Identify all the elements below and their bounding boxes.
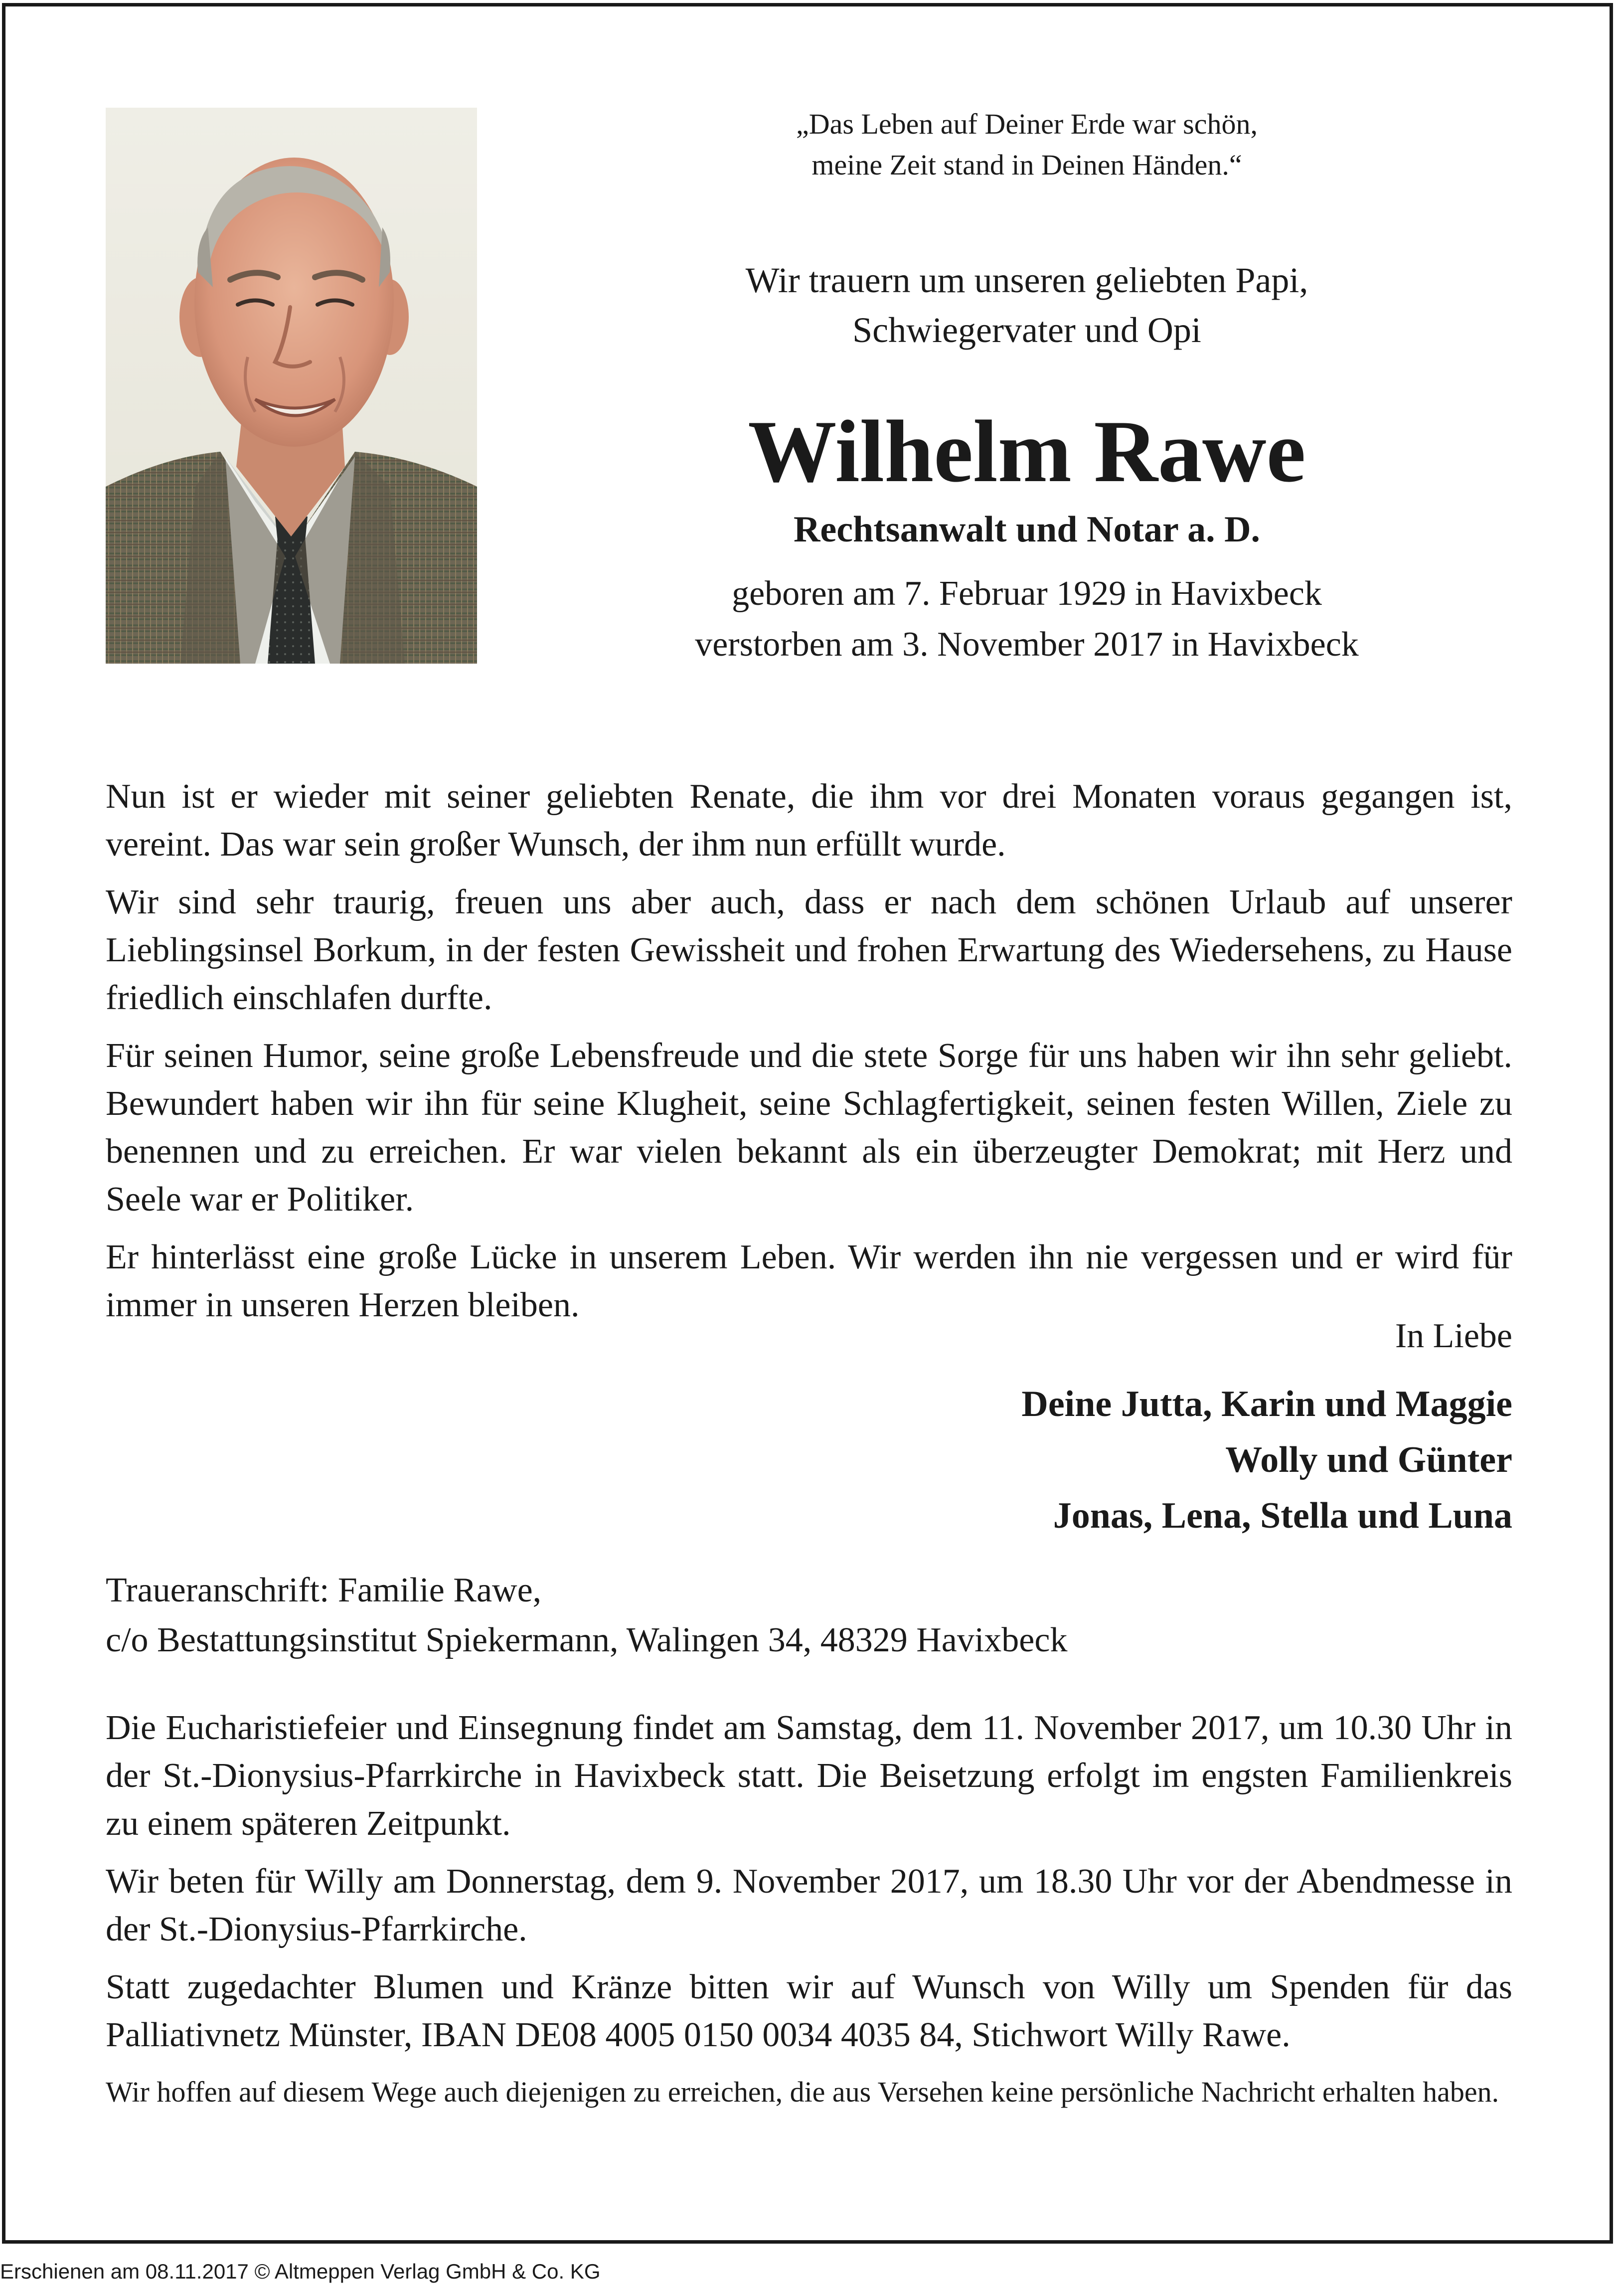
closing-note: Wir hoffen auf diesem Wege auch diejenigen zu erreichen, die aus Versehen keine persönliche Nachricht erhalten haben. xyxy=(106,2076,1499,2108)
address-line: c/o Bestattungsinstitut Spiekermann, Walingen 34, 48329 Havixbeck xyxy=(106,1621,1068,1659)
service-info xyxy=(106,1704,1512,2069)
portrait-photo xyxy=(106,108,477,664)
deceased-profession: Rechtsanwalt und Notar a. D. xyxy=(793,509,1261,550)
death-date: verstorben am 3. November 2017 in Havixbeck xyxy=(695,625,1359,664)
paragraph: Er hinterlässt eine große Lücke in unserem Leben. Wir werden ihn nie vergessen und er wird für immer in unseren Herzen bleiben. xyxy=(106,1238,1512,1324)
paragraph: Die Eucharistiefeier und Einsegnung findet am Samstag, dem 11. November 2017, um 10.30 Uhr in der St.-Dionysius-Pfarrkirche in Havixbeck statt. Die Beisetzung erfolgt im engsten Familienkreis zu einem späteren Zeitpunkt. xyxy=(106,1709,1512,1843)
mourning-address xyxy=(106,1566,1067,1665)
mourning-line: Schwiegervater und Opi xyxy=(852,310,1201,350)
publication-footer: Erschienen am 08.11.2017 © Altmeppen Verlag GmbH & Co. KG xyxy=(0,2260,601,2283)
closing-phrase: In Liebe xyxy=(1395,1317,1512,1355)
paragraph: Wir beten für Willy am Donnerstag, dem 9. November 2017, um 18.30 Uhr vor der Abendmesse in der St.-Dionysius-Pfarrkirche. xyxy=(106,1862,1512,1948)
mourning-statement xyxy=(563,255,1490,355)
obituary-text xyxy=(106,773,1512,1339)
motto-line: meine Zeit stand in Deinen Händen.“ xyxy=(811,149,1242,181)
signer-line: Jonas, Lena, Stella und Luna xyxy=(1053,1495,1512,1536)
signer-line: Deine Jutta, Karin und Maggie xyxy=(1021,1384,1512,1424)
paragraph: Nun ist er wieder mit seiner geliebten Renate, die ihm vor drei Monaten voraus gegangen ist, vereint. Das war sein großer Wunsch, der ihm nun erfüllt wurde. xyxy=(106,777,1512,864)
motto-quote xyxy=(563,104,1490,185)
address-line: Traueranschrift: Familie Rawe, xyxy=(106,1571,542,1609)
signers xyxy=(1021,1376,1512,1544)
mourning-line: Wir trauern um unseren geliebten Papi, xyxy=(745,260,1308,300)
paragraph: Wir sind sehr traurig, freuen uns aber auch, dass er nach dem schönen Urlaub auf unserer Lieblingsinsel Borkum, in der festen Gewissheit und frohen Erwartung des Wiedersehens, zu Hause friedlich einschlafen durfte. xyxy=(106,883,1512,1017)
paragraph: Statt zugedachter Blumen und Kränze bitten wir auf Wunsch von Willy um Spenden für das Palliativnetz Münster, IBAN DE08 4005 0150 0034 4035 84, Stichwort Willy Rawe. xyxy=(106,1968,1512,2054)
life-dates xyxy=(563,568,1490,670)
birth-date: geboren am 7. Februar 1929 in Havixbeck xyxy=(732,574,1322,613)
deceased-name: Wilhelm Rawe xyxy=(748,402,1306,501)
motto-line: „Das Leben auf Deiner Erde war schön, xyxy=(796,108,1258,140)
paragraph: Für seinen Humor, seine große Lebensfreude und die stete Sorge für uns haben wir ihn sehr geliebt. Bewundert haben wir ihn für seine Klugheit, seine Schlagfertigkeit, seinen festen Willen, Ziele zu benennen und zu erreichen. Er war vielen bekannt als ein überzeugter Demokrat; mit Herz und Seele war er Politiker. xyxy=(106,1037,1512,1219)
signer-line: Wolly und Günter xyxy=(1225,1439,1512,1480)
